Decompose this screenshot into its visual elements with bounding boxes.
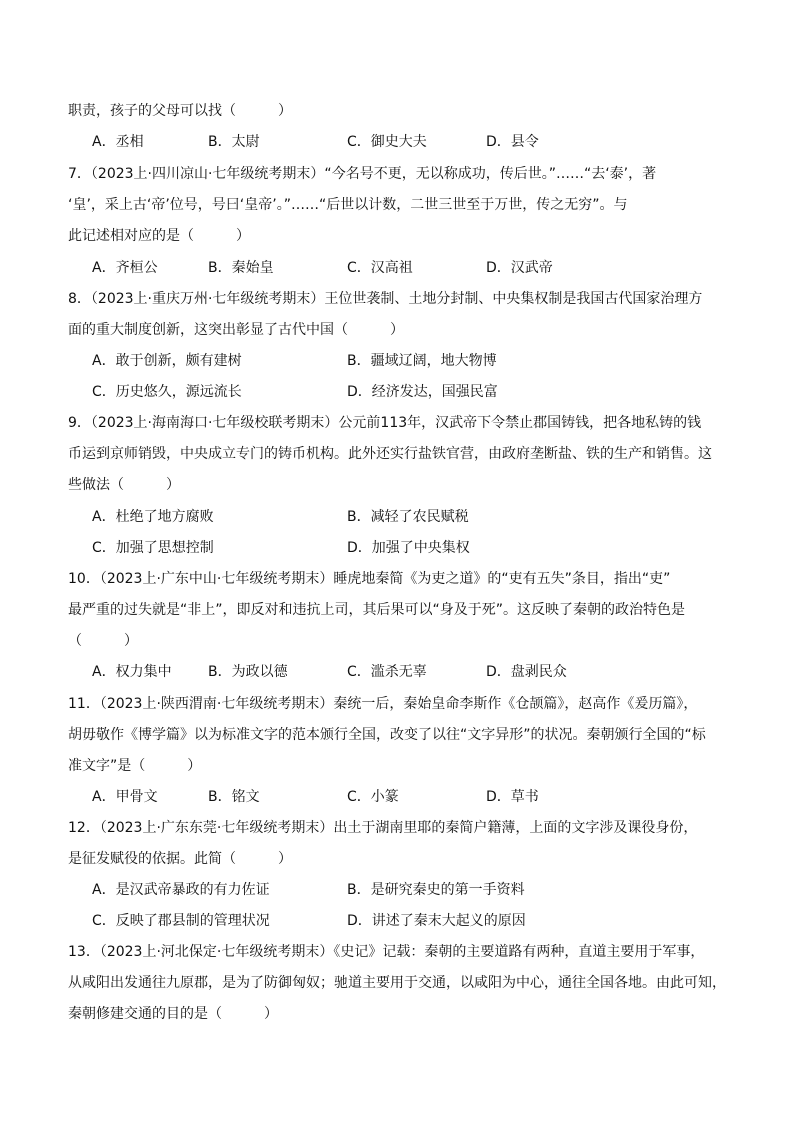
- question-10-line-3: （ ）: [68, 633, 138, 649]
- question-11-line-2: 胡毋敬作《博学篇》以为标准文字的范本颁行全国，改变了以往“文字异形”的状况。秦朝颁行全国的“标: [68, 727, 706, 743]
- q8-option-b: B．疆域辽阔，地大物博: [347, 353, 497, 369]
- q11-option-b: B．铭文: [208, 789, 260, 805]
- q10-option-a: A．权力集中: [92, 664, 172, 680]
- question-8-line-1: 8．（2023上·重庆万州·七年级统考期末）王位世袭制、土地分封制、中央集权制是我国古代国家治理方: [68, 291, 703, 307]
- question-13-line-2: 从咸阳出发通往九原郡，是为了防御匈奴；驰道主要用于交通，以咸阳为中心，通往全国各地。由此可知，: [68, 975, 726, 991]
- q12-option-d: D．讲述了秦末大起义的原因: [347, 913, 526, 929]
- question-11-line-1: 11．（2023上·陕西渭南·七年级统考期末）秦统一后，秦始皇命李斯作《仓颉篇》，赵高作《爰历篇》，: [68, 696, 698, 712]
- question-10-line-2: 最严重的过失就是“非上”，即反对和违抗上司，其后果可以“身及于死”。这反映了秦朝的政治特色是: [68, 602, 686, 618]
- q11-option-c: C．小篆: [347, 789, 399, 805]
- q6-option-c: C．御史大夫: [347, 134, 427, 150]
- q8-option-a: A．敢于创新，颇有建树: [92, 353, 242, 369]
- question-9-line-2: 币运到京师销毁，中央成立专门的铸币机构。此外还实行盐铁官营，由政府垄断盐、铁的生产和销售。这: [68, 446, 712, 462]
- q7-option-a: A．齐桓公: [92, 260, 158, 276]
- q7-option-d: D．汉武帝: [486, 260, 553, 276]
- q7-option-c: C．汉高祖: [347, 260, 413, 276]
- question-7-line-2: ‘皇’，采上古‘帝’位号，号曰‘皇帝’。”……“后世以计数，二世三世至于万世，传之无穷”。与: [68, 197, 628, 213]
- question-13-line-1: 13．（2023上·河北保定·七年级统考期末）《史记》记载：秦朝的主要道路有两种，直道主要用于军事，: [68, 944, 705, 960]
- q11-option-d: D．草书: [486, 789, 539, 805]
- q6-option-a: A．丞相: [92, 134, 144, 150]
- q8-option-c: C．历史悠久，源远流长: [92, 384, 242, 400]
- q12-option-c: C．反映了郡县制的管理状况: [92, 913, 270, 929]
- q8-option-d: D．经济发达，国强民富: [347, 384, 498, 400]
- question-12-line-1: 12．（2023上·广东东莞·七年级统考期末）出土于湖南里耶的秦简户籍薄，上面的文字涉及课役身份，: [68, 820, 698, 836]
- question-13-line-3: 秦朝修建交通的目的是（ ）: [68, 1006, 278, 1022]
- question-9-line-3: 些做法（ ）: [68, 477, 180, 493]
- question-9-line-1: 9．（2023上·海南海口·七年级校联考期末）公元前113年，汉武帝下令禁止郡国铸钱，把各地私铸的钱: [68, 415, 702, 431]
- q12-option-a: A．是汉武帝暴政的有力佐证: [92, 882, 270, 898]
- q10-option-b: B．为政以德: [208, 664, 288, 680]
- question-6-stem-end: 职责，孩子的父母可以找（ ）: [68, 103, 292, 119]
- q6-option-b: B．太尉: [208, 134, 260, 150]
- question-10-line-1: 10．（2023上·广东中山·七年级统考期末）睡虎地秦简《为吏之道》的“吏有五失”条目，指出“吏”: [68, 571, 671, 587]
- question-12-line-2: 是征发赋役的依据。此简（ ）: [68, 851, 292, 867]
- question-7-line-3: 此记述相对应的是（ ）: [68, 228, 250, 244]
- q12-option-b: B．是研究秦史的第一手资料: [347, 882, 525, 898]
- q11-option-a: A．甲骨文: [92, 789, 158, 805]
- question-11-line-3: 准文字”是（ ）: [68, 758, 202, 774]
- q9-option-a: A．杜绝了地方腐败: [92, 509, 214, 525]
- q9-option-d: D．加强了中央集权: [347, 540, 470, 556]
- question-8-line-2: 面的重大制度创新，这突出彰显了古代中国（ ）: [68, 322, 404, 338]
- question-7-line-1: 7．（2023上·四川凉山·七年级统考期末）“今名号不更，无以称成功，传后世。”……“去‘泰’，著: [68, 166, 657, 182]
- q9-option-b: B．减轻了农民赋税: [347, 509, 469, 525]
- q7-option-b: B．秦始皇: [208, 260, 274, 276]
- q6-option-d: D．县令: [486, 134, 539, 150]
- q10-option-c: C．滥杀无辜: [347, 664, 427, 680]
- q10-option-d: D．盘剥民众: [486, 664, 567, 680]
- q9-option-c: C．加强了思想控制: [92, 540, 214, 556]
